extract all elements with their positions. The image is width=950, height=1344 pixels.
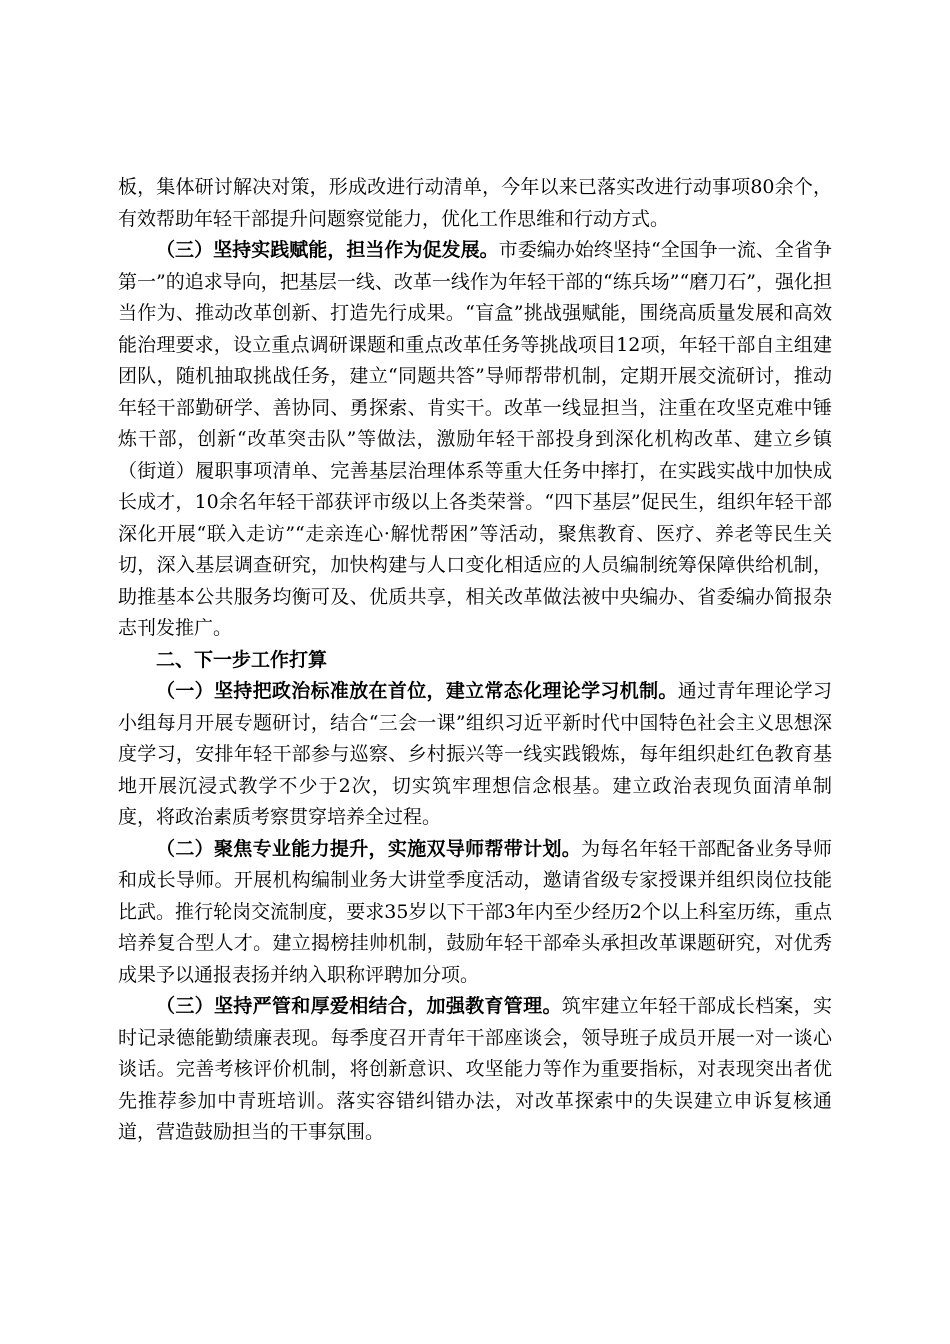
paragraph-text: 市委编办始终坚持“全国争一流、全省争第一”的追求导向，把基层一线、改革一线作为年轻干部的“练兵场”“磨刀石”，强化担当作为、推动改革创新、打造先行成果。“盲盒”挑战强赋能，围绕高质量发展和高效能治理要求，设立重点调研课题和重点改革任务等挑战项目12项，年轻干部自主组建团队，随机抽取挑战任务，建立“同题共答”导师帮带机制，定期开展交流研讨，推动年轻干部勤研学、善协同、勇探索、肯实干。改革一线显担当，注重在攻坚克难中锤炼干部，创新“改革突击队”等做法，激励年轻干部投身到深化机构改革、建立乡镇（街道）履职事项清单、完善基层治理体系等重大任务中摔打，在实践实战中加快成长成才，10余名年轻干部获评市级以上各类荣誉。“四下基层”促民生，组织年轻干部深化开展“联入走访”“走亲连心·解忧帮困”等活动，聚焦教育、医疗、养老等民生关切，深入基层调查研究，加快构建与人口变化相适应的人员编制统筹保障供给机制，助推基本公共服务均衡可及、优质共享，相关改革做法被中央编办、省委编办简报杂志刊发推广。 (118, 239, 832, 639)
paragraph-practice-empowerment (118, 235, 832, 645)
paragraph-continuation (118, 172, 832, 235)
paragraph-text: 板，集体研讨解决对策，形成改进行动清单，今年以来已落实改进行动事项80余个，有效帮助年轻干部提升问题察觉能力，优化工作思维和行动方式。 (118, 176, 832, 230)
paragraph-strict-management (118, 991, 832, 1149)
section-heading-next-steps: 二、下一步工作打算 (156, 648, 328, 671)
paragraph-text: 为每名年轻干部配备业务导师和成长导师。开展机构编制业务大讲堂季度活动，邀请省级专家授课并组织岗位技能比武。推行轮岗交流制度，要求35岁以下干部3年内至少经历2个以上科室历练，重点培养复合型人才。建立揭榜挂帅机制，鼓励年轻干部牵头承担改革课题研究，对优秀成果予以通报表扬并纳入职称评聘加分项。 (118, 837, 832, 986)
paragraph-text: 筑牢建立年轻干部成长档案，实时记录德能勤绩廉表现。每季度召开青年干部座谈会，领导班子成员开展一对一谈心谈话。完善考核评价机制，将创新意识、攻坚能力等作为重要指标，对表现突出者优先推荐参加中青班培训。落实容错纠错办法，对改革探索中的失误建立申诉复核通道，营造鼓励担当的干事氛围。 (118, 995, 832, 1143)
paragraph-lead: （三）坚持实践赋能，担当作为促发展。 (156, 239, 499, 261)
paragraph-lead: （三）坚持严管和厚爱相结合，加强教育管理。 (156, 995, 562, 1017)
paragraph-lead: （二）聚焦专业能力提升，实施双导师帮带计划。 (156, 837, 582, 860)
paragraph-text: 通过青年理论学习小组每月开展专题研讨，结合“三会一课”组织习近平新时代中国特色社会主义思想深度学习，安排年轻干部参与巡察、乡村振兴等一线实践锻炼，每年组织赴红色教育基地开展沉浸式教学不少于2次，切实筑牢理想信念根基。建立政治表现负面清单制度，将政治素质考察贯穿培养全过程。 (118, 680, 832, 828)
paragraph-dual-mentor (118, 834, 832, 992)
paragraph-political-standard (118, 676, 832, 834)
paragraph-lead: （一）坚持把政治标准放在首位，建立常态化理论学习机制。 (156, 680, 678, 702)
